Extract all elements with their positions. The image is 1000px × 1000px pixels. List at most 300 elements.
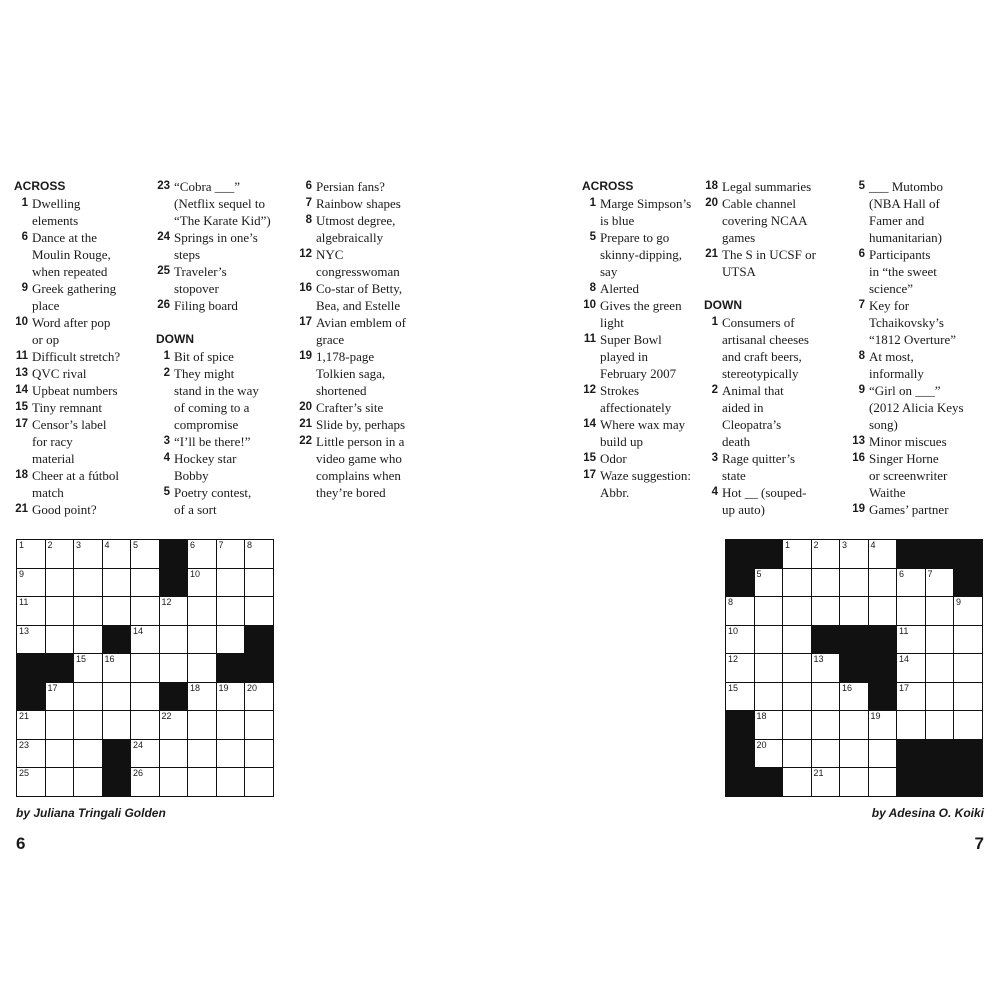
grid-cell xyxy=(131,768,159,796)
grid-cell xyxy=(840,597,868,625)
byline: by Juliana Tringali Golden xyxy=(16,806,166,820)
clue xyxy=(851,501,991,518)
cell-number: 26 xyxy=(133,768,144,778)
clue-text: Good point? xyxy=(32,502,97,517)
clue xyxy=(14,501,159,518)
clue-number: 20 xyxy=(705,197,718,209)
grid-cell xyxy=(926,683,954,711)
clue-text: Filing board xyxy=(174,298,238,313)
grid-cell xyxy=(103,683,131,711)
clue-number: 5 xyxy=(163,486,170,498)
grid-cell xyxy=(217,569,245,597)
clue-column xyxy=(851,178,991,518)
grid-cell xyxy=(954,654,982,682)
clue-text: Odor xyxy=(600,451,627,466)
grid-cell xyxy=(245,768,273,796)
grid-cell xyxy=(755,711,783,739)
grid-cell xyxy=(17,740,45,768)
grid-cell xyxy=(217,626,245,654)
grid-cell xyxy=(17,626,45,654)
clue-number: 19 xyxy=(852,503,865,515)
cell-number: 13 xyxy=(19,625,30,636)
clue xyxy=(851,178,991,246)
black-square xyxy=(245,626,273,654)
clue xyxy=(298,416,443,433)
clue-number: 6 xyxy=(21,231,28,243)
clue-text: They might stand in the way of coming to a compromise xyxy=(174,366,259,432)
clue-text: Hot __ (souped- up auto) xyxy=(722,485,807,517)
clue-text: Participants in “the sweet science” xyxy=(869,247,937,296)
clue-number: 9 xyxy=(21,282,28,294)
grid-cell xyxy=(840,540,868,568)
clue xyxy=(156,178,301,229)
clue-text: Avian emblem of grace xyxy=(316,315,407,347)
clue-number: 26 xyxy=(157,299,170,311)
clue xyxy=(14,416,159,467)
grid-cell xyxy=(131,654,159,682)
grid-cell xyxy=(103,597,131,625)
grid-cell xyxy=(783,740,811,768)
cell-number: 11 xyxy=(899,625,909,636)
clue-text: Key for Tchaikovsky’s “1812 Overture” xyxy=(869,298,956,347)
black-square xyxy=(160,569,188,597)
grid-cell xyxy=(869,569,897,597)
grid-cell xyxy=(131,711,159,739)
black-square xyxy=(726,711,754,739)
grid-cell xyxy=(131,597,159,625)
grid-cell xyxy=(783,597,811,625)
clue xyxy=(298,314,443,348)
across-heading: ACROSS xyxy=(14,179,66,193)
clue-number: 14 xyxy=(15,384,28,396)
clue-number: 1 xyxy=(589,197,596,209)
clue-number: 12 xyxy=(299,248,312,260)
clue-number: 7 xyxy=(305,197,312,209)
cell-number: 4 xyxy=(870,540,876,550)
cell-number: 9 xyxy=(19,568,25,579)
grid-cell xyxy=(755,569,783,597)
grid-cell xyxy=(926,654,954,682)
cell-number: 3 xyxy=(76,540,82,550)
clue-text: Cable channel covering NCAA games xyxy=(722,196,808,245)
clue xyxy=(14,365,159,382)
cell-number: 14 xyxy=(133,625,144,636)
cell-number: 17 xyxy=(47,682,58,693)
grid-cell xyxy=(726,654,754,682)
right-page xyxy=(500,0,1000,1000)
clue-text: Utmost degree, algebraically xyxy=(316,213,396,245)
crossword-grid xyxy=(725,539,983,797)
clue xyxy=(298,433,443,501)
clue xyxy=(298,212,443,246)
cell-number: 2 xyxy=(47,540,53,550)
cell-number: 1 xyxy=(785,540,791,550)
grid-cell xyxy=(103,540,131,568)
black-square xyxy=(103,740,131,768)
grid-cell xyxy=(131,540,159,568)
grid-cell xyxy=(726,597,754,625)
clue-number: 8 xyxy=(589,282,596,294)
black-square xyxy=(897,768,925,796)
clue-number: 11 xyxy=(15,350,28,362)
black-square xyxy=(160,683,188,711)
clue xyxy=(156,229,301,263)
grid-cell xyxy=(188,569,216,597)
black-square xyxy=(812,626,840,654)
grid-cell xyxy=(217,740,245,768)
grid-cell xyxy=(897,626,925,654)
black-square xyxy=(46,654,74,682)
grid-cell xyxy=(926,597,954,625)
cell-number: 10 xyxy=(728,625,739,636)
clue-column xyxy=(298,178,443,501)
black-square xyxy=(217,654,245,682)
grid-cell xyxy=(840,683,868,711)
grid-cell xyxy=(188,740,216,768)
clue-text: The S in UCSF or UTSA xyxy=(722,247,816,279)
black-square xyxy=(103,626,131,654)
down-heading: DOWN xyxy=(156,332,194,346)
clue-column xyxy=(156,178,301,518)
clue xyxy=(14,348,159,365)
clue-number: 1 xyxy=(711,316,718,328)
clue xyxy=(14,399,159,416)
grid-cell xyxy=(188,626,216,654)
black-square xyxy=(897,540,925,568)
black-square xyxy=(726,540,754,568)
down-heading: DOWN xyxy=(704,298,742,312)
clue-number: 10 xyxy=(15,316,28,328)
cell-number: 5 xyxy=(756,568,762,579)
clue-number: 1 xyxy=(21,197,28,209)
cell-number: 9 xyxy=(956,597,962,607)
page-number: 7 xyxy=(974,834,984,853)
clue xyxy=(704,450,849,484)
grid-cell xyxy=(74,654,102,682)
clue-text: Springs in one’s steps xyxy=(174,230,258,262)
grid-cell xyxy=(812,540,840,568)
grid-cell xyxy=(755,683,783,711)
clue xyxy=(851,297,991,348)
black-square xyxy=(755,768,783,796)
grid-cell xyxy=(840,768,868,796)
grid-cell xyxy=(897,597,925,625)
clue-text: QVC rival xyxy=(32,366,87,381)
clue-number: 3 xyxy=(163,435,170,447)
clue xyxy=(14,280,159,314)
grid-cell xyxy=(245,683,273,711)
clue-text: 1,178-page Tolkien saga, shortened xyxy=(316,349,386,398)
grid-cell xyxy=(954,711,982,739)
cell-number: 17 xyxy=(899,682,910,693)
grid-cell xyxy=(17,540,45,568)
clue-number: 24 xyxy=(157,231,170,243)
clue-text: Cheer at a fútbol match xyxy=(32,468,119,500)
grid-cell xyxy=(954,626,982,654)
grid-cell xyxy=(217,597,245,625)
clue-text: Singer Horne or screenwriter Waithe xyxy=(869,451,948,500)
grid-cell xyxy=(217,711,245,739)
grid-cell xyxy=(74,768,102,796)
clue xyxy=(704,314,849,382)
grid-cell xyxy=(245,597,273,625)
clue-column xyxy=(704,178,849,518)
grid-cell xyxy=(160,711,188,739)
clue-text: Crafter’s site xyxy=(316,400,384,415)
grid-cell xyxy=(726,626,754,654)
clue-number: 11 xyxy=(583,333,596,345)
cell-number: 5 xyxy=(133,540,139,550)
clue-text: Rage quitter’s state xyxy=(722,451,796,483)
cell-number: 8 xyxy=(728,597,734,607)
clue-number: 7 xyxy=(858,299,865,311)
clue xyxy=(156,263,301,297)
byline: by Adesina O. Koiki xyxy=(871,806,984,820)
grid-cell xyxy=(840,740,868,768)
grid-cell xyxy=(46,569,74,597)
grid-cell xyxy=(17,569,45,597)
cell-number: 11 xyxy=(19,597,29,607)
grid-cell xyxy=(926,569,954,597)
cell-number: 1 xyxy=(19,540,25,550)
grid-cell xyxy=(188,711,216,739)
grid-cell xyxy=(131,626,159,654)
clue-text: Persian fans? xyxy=(316,179,385,194)
black-square xyxy=(926,768,954,796)
black-square xyxy=(726,569,754,597)
grid-cell xyxy=(726,683,754,711)
grid-cell xyxy=(926,711,954,739)
clue-number: 16 xyxy=(299,282,312,294)
grid-cell xyxy=(869,597,897,625)
cell-number: 15 xyxy=(728,682,739,693)
cell-number: 6 xyxy=(190,540,196,550)
black-square xyxy=(954,569,982,597)
clue-text: ___ Mutombo (NBA Hall of Famer and humanitarian) xyxy=(869,179,944,245)
black-square xyxy=(954,540,982,568)
cell-number: 18 xyxy=(756,711,767,721)
clue-text: Censor’s label for racy material xyxy=(32,417,107,466)
cell-number: 6 xyxy=(899,568,905,579)
clue-text: Super Bowl played in February 2007 xyxy=(600,332,677,381)
black-square xyxy=(869,683,897,711)
grid-cell xyxy=(74,683,102,711)
clue-number: 20 xyxy=(299,401,312,413)
clue-text: Alerted xyxy=(600,281,639,296)
black-square xyxy=(926,740,954,768)
clue-text: Minor miscues xyxy=(869,434,947,449)
cell-number: 23 xyxy=(19,739,30,750)
cell-number: 8 xyxy=(247,540,253,550)
grid-cell xyxy=(897,683,925,711)
clue-text: Rainbow shapes xyxy=(316,196,401,211)
clue-text: Where wax may build up xyxy=(600,417,686,449)
clue xyxy=(14,467,159,501)
clue-text: Hockey star Bobby xyxy=(174,451,237,483)
clue-number: 19 xyxy=(299,350,312,362)
grid-cell xyxy=(188,597,216,625)
grid-cell xyxy=(74,740,102,768)
cell-number: 18 xyxy=(190,682,201,693)
grid-cell xyxy=(926,626,954,654)
clue xyxy=(298,195,443,212)
grid-cell xyxy=(245,711,273,739)
grid-cell xyxy=(812,569,840,597)
grid-cell xyxy=(217,768,245,796)
clue xyxy=(14,314,159,348)
cell-number: 20 xyxy=(247,682,258,693)
clue-number: 3 xyxy=(711,452,718,464)
grid-cell xyxy=(245,540,273,568)
clue-number: 6 xyxy=(858,248,865,260)
clue-number: 4 xyxy=(163,452,170,464)
cell-number: 3 xyxy=(842,540,848,550)
grid-cell xyxy=(131,683,159,711)
grid-cell xyxy=(245,740,273,768)
clue-number: 15 xyxy=(583,452,596,464)
clue xyxy=(298,246,443,280)
grid-cell xyxy=(46,683,74,711)
black-square xyxy=(869,626,897,654)
grid-cell xyxy=(869,740,897,768)
cell-number: 16 xyxy=(842,682,853,693)
clue xyxy=(851,433,991,450)
clue xyxy=(704,484,849,518)
cell-number: 21 xyxy=(19,711,30,721)
black-square xyxy=(869,654,897,682)
grid-cell xyxy=(755,626,783,654)
black-square xyxy=(17,654,45,682)
cell-number: 7 xyxy=(927,568,933,579)
clue xyxy=(704,178,849,195)
clue-text: Traveler’s stopover xyxy=(174,264,227,296)
clue-number: 4 xyxy=(711,486,718,498)
black-square xyxy=(897,740,925,768)
grid-cell xyxy=(217,540,245,568)
black-square xyxy=(840,654,868,682)
clue-number: 16 xyxy=(852,452,865,464)
clue-text: “Cobra ___” (Netflix sequel to “The Karate Kid”) xyxy=(174,179,271,228)
clue xyxy=(156,365,301,433)
grid-cell xyxy=(74,540,102,568)
cell-number: 4 xyxy=(104,540,110,550)
grid-cell xyxy=(103,569,131,597)
black-square xyxy=(926,540,954,568)
clue xyxy=(14,229,159,280)
clue-number: 2 xyxy=(711,384,718,396)
grid-cell xyxy=(783,569,811,597)
grid-cell xyxy=(812,654,840,682)
clue-text: Strokes affectionately xyxy=(600,383,672,415)
clue-number: 12 xyxy=(583,384,596,396)
clue-number: 18 xyxy=(15,469,28,481)
grid-cell xyxy=(17,597,45,625)
clue-text: Legal summaries xyxy=(722,179,812,194)
clue-number: 18 xyxy=(705,180,718,192)
grid-cell xyxy=(783,654,811,682)
grid-cell xyxy=(74,569,102,597)
clue-text: Gives the green light xyxy=(600,298,682,330)
grid-cell xyxy=(783,768,811,796)
clue xyxy=(156,297,301,314)
cell-number: 15 xyxy=(76,654,87,664)
grid-cell xyxy=(755,597,783,625)
clue-text: NYC congresswoman xyxy=(316,247,400,279)
grid-cell xyxy=(245,569,273,597)
grid-cell xyxy=(188,768,216,796)
clue xyxy=(14,195,159,229)
grid-cell xyxy=(840,569,868,597)
clue-number: 10 xyxy=(583,299,596,311)
cell-number: 19 xyxy=(218,682,229,693)
grid-cell xyxy=(869,768,897,796)
clue-number: 17 xyxy=(15,418,28,430)
grid-cell xyxy=(17,711,45,739)
grid-cell xyxy=(812,711,840,739)
cell-number: 24 xyxy=(133,739,144,750)
black-square xyxy=(17,683,45,711)
clue-column xyxy=(14,178,159,518)
grid-cell xyxy=(46,626,74,654)
cell-number: 20 xyxy=(756,739,767,750)
clue xyxy=(156,433,301,450)
grid-cell xyxy=(103,654,131,682)
clue-text: Slide by, perhaps xyxy=(316,417,406,432)
clue-number: 15 xyxy=(15,401,28,413)
grid-cell xyxy=(897,569,925,597)
page-number: 6 xyxy=(16,834,26,853)
clue xyxy=(851,246,991,297)
grid-cell xyxy=(160,768,188,796)
cell-number: 21 xyxy=(813,768,824,778)
clue-number: 22 xyxy=(299,435,312,447)
clue xyxy=(851,348,991,382)
clue-number: 13 xyxy=(15,367,28,379)
grid-cell xyxy=(217,683,245,711)
grid-cell xyxy=(755,740,783,768)
clue-number: 5 xyxy=(858,180,865,192)
clue xyxy=(704,382,849,450)
grid-cell xyxy=(160,654,188,682)
black-square xyxy=(755,540,783,568)
black-square xyxy=(840,626,868,654)
clue xyxy=(156,348,301,365)
grid-cell xyxy=(160,626,188,654)
clue xyxy=(156,484,301,518)
clue-text: “Girl on ___” (2012 Alicia Keys song) xyxy=(869,383,964,432)
grid-cell xyxy=(869,711,897,739)
grid-cell xyxy=(869,540,897,568)
cell-number: 19 xyxy=(870,711,881,721)
clue-text: Games’ partner xyxy=(869,502,949,517)
across-heading: ACROSS xyxy=(582,179,634,193)
clue-number: 2 xyxy=(163,367,170,379)
clue-number: 23 xyxy=(157,180,170,192)
clue-text: Dwelling elements xyxy=(32,196,81,228)
grid-cell xyxy=(188,540,216,568)
clue-text: Co-star of Betty, Bea, and Estelle xyxy=(316,281,403,313)
grid-cell xyxy=(46,740,74,768)
cell-number: 13 xyxy=(813,654,824,664)
clue-number: 1 xyxy=(163,350,170,362)
clue xyxy=(298,178,443,195)
grid-cell xyxy=(160,597,188,625)
clue-text: Upbeat numbers xyxy=(32,383,118,398)
clue xyxy=(298,348,443,399)
cell-number: 22 xyxy=(161,711,172,721)
clue-text: Prepare to go skinny-dipping, say xyxy=(600,230,682,279)
clue-text: Waze suggestion: Abbr. xyxy=(600,468,692,500)
